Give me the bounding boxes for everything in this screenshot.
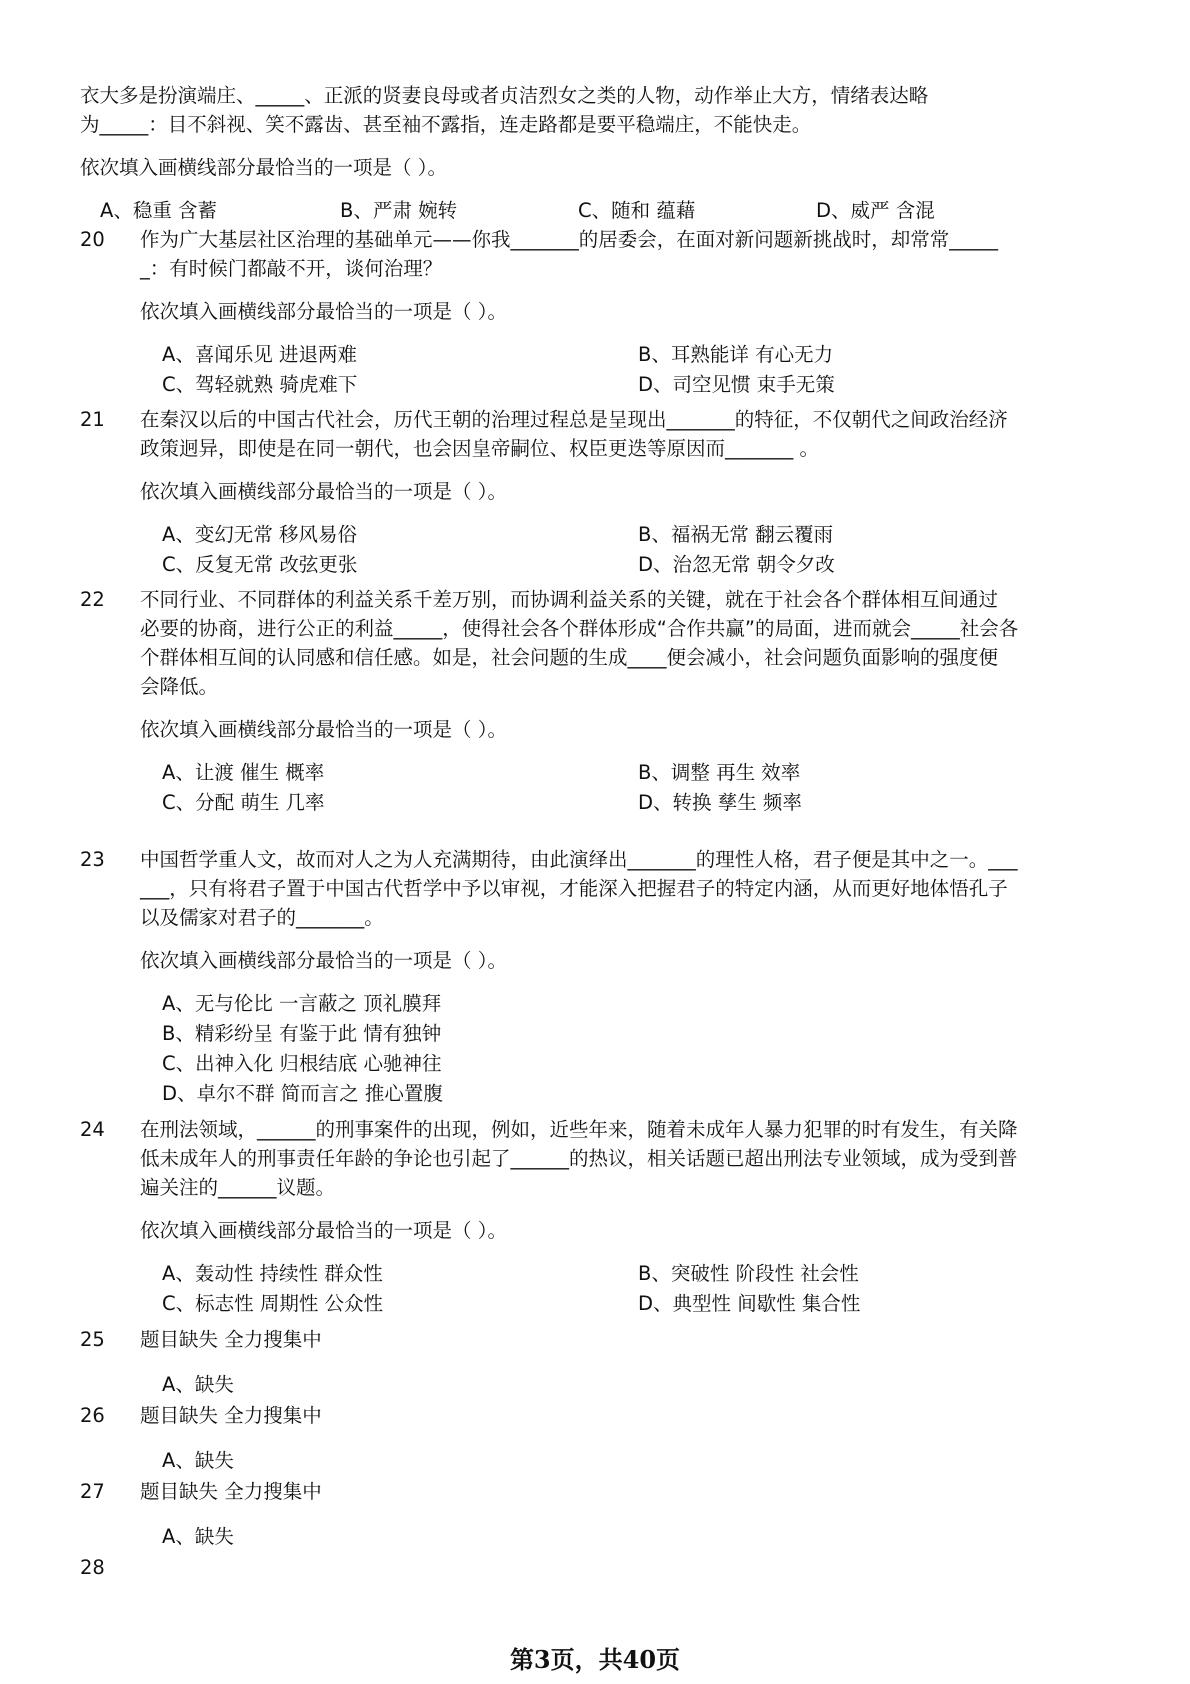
question-text-line: 在秦汉以后的中国古代社会，历代王朝的治理过程总是呈现出_______的特征，不仅朝代之间政治经济	[140, 408, 1008, 431]
question-prompt: 依次填入画横线部分最恰当的一项是（ ）。	[140, 949, 507, 972]
question-number: 23	[80, 848, 105, 871]
question-text-line: 低未成年人的刑事责任年龄的争论也引起了______的热议，相关话题已超出刑法专业领域，成为受到普	[140, 1147, 1018, 1170]
question-prompt: 依次填入画横线部分最恰当的一项是（ ）。	[140, 718, 507, 741]
option-c: C、出神入化 归根结底 心驰神往	[162, 1052, 442, 1075]
option-a: A、缺失	[162, 1373, 234, 1396]
question-text-line: 必要的协商，进行公正的利益_____，使得社会各个群体形成“合作共赢”的局面，进而就会_____社会各	[140, 617, 1019, 640]
option-b: B、突破性 阶段性 社会性	[638, 1262, 859, 1285]
option-b: B、调整 再生 效率	[638, 761, 801, 784]
question-number: 24	[80, 1118, 105, 1141]
question-prompt: 依次填入画横线部分最恰当的一项是（ ）。	[140, 1219, 507, 1242]
option-a: A、让渡 催生 概率	[162, 761, 325, 784]
option-a: A、缺失	[162, 1525, 234, 1548]
option-b: B、福祸无常 翻云覆雨	[638, 523, 834, 546]
intro-line-2: 为_____：目不斜视、笑不露齿、甚至袖不露指，连走路都是要平稳端庄，不能快走。	[80, 113, 812, 136]
question-number: 26	[80, 1404, 105, 1427]
option-d: D、典型性 间歇性 集合性	[638, 1292, 861, 1315]
intro-prompt: 依次填入画横线部分最恰当的一项是（ ）。	[80, 156, 447, 179]
option-d: D、卓尔不群 简而言之 推心置腹	[162, 1082, 443, 1105]
question-number: 20	[80, 228, 105, 251]
question-text-line: 题目缺失 全力搜集中	[140, 1480, 322, 1503]
option-a: A、缺失	[162, 1449, 234, 1472]
question-text-line: _：有时候门都敲不开，谈何治理？	[140, 257, 443, 280]
question-number: 21	[80, 408, 105, 431]
question-text-line: 遍关注的______议题。	[140, 1176, 336, 1199]
option-c: C、反复无常 改弦更张	[162, 553, 358, 576]
option-d: D、司空见惯 束手无策	[638, 373, 835, 396]
question-prompt: 依次填入画横线部分最恰当的一项是（ ）。	[140, 300, 507, 323]
option-b: B、精彩纷呈 有鉴于此 情有独钟	[162, 1022, 442, 1045]
question-text-line: ___，只有将君子置于中国古代哲学中予以审视，才能深入把握君子的特定内涵，从而更好地体悟孔子	[140, 877, 1008, 900]
question-text-line: 不同行业、不同群体的利益关系千差万别，而协调利益关系的关键，就在于社会各个群体相互间通过	[140, 588, 999, 611]
option-c: C、分配 萌生 几率	[162, 791, 325, 814]
option-a: A、变幻无常 移风易俗	[162, 523, 358, 546]
question-number: 27	[80, 1480, 105, 1503]
intro-option-b: B、严肃 婉转	[340, 199, 458, 222]
option-c: C、标志性 周期性 公众性	[162, 1292, 384, 1315]
question-number: 22	[80, 588, 105, 611]
option-b: B、耳熟能详 有心无力	[638, 343, 834, 366]
question-text-line: 题目缺失 全力搜集中	[140, 1328, 322, 1351]
question-text-line: 会降低。	[140, 675, 219, 698]
option-d: D、转换 孳生 频率	[638, 791, 802, 814]
page-number-footer: 第3页，共40页	[509, 1645, 681, 1674]
question-text-line: 题目缺失 全力搜集中	[140, 1404, 322, 1427]
option-d: D、治忽无常 朝令夕改	[638, 553, 835, 576]
intro-line-1: 衣大多是扮演端庄、_____、正派的贤妻良母或者贞洁烈女之类的人物，动作举止大方，情绪表达略	[80, 84, 929, 107]
intro-option-d: D、威严 含混	[816, 199, 935, 222]
question-text-line: 政策迥异，即使是在同一朝代，也会因皇帝嗣位、权臣更迭等原因而_______ 。	[140, 437, 819, 460]
option-c: C、驾轻就熟 骑虎难下	[162, 373, 358, 396]
question-text-line: 个群体相互间的认同感和信任感。如是，社会问题的生成____便会减小，社会问题负面影响的强度便	[140, 646, 999, 669]
option-a: A、轰动性 持续性 群众性	[162, 1262, 383, 1285]
intro-option-c: C、随和 蕴藉	[578, 199, 696, 222]
question-prompt: 依次填入画横线部分最恰当的一项是（ ）。	[140, 480, 507, 503]
option-a: A、无与伦比 一言蔽之 顶礼膜拜	[162, 992, 442, 1015]
question-number: 25	[80, 1328, 105, 1351]
question-text-line: 中国哲学重人文，故而对人之为人充满期待，由此演绎出_______的理性人格，君子便是其中之一。___	[140, 848, 1018, 871]
intro-option-a: A、稳重 含蓄	[100, 199, 218, 222]
question-text-line: 在刑法领域，______的刑事案件的出现，例如，近些年来，随着未成年人暴力犯罪的时有发生，有关降	[140, 1118, 1018, 1141]
option-a: A、喜闻乐见 进退两难	[162, 343, 358, 366]
question-text-line: 作为广大基层社区治理的基础单元——你我_______的居委会，在面对新问题新挑战时，却常常_____	[140, 228, 999, 251]
question-text-line: 以及儒家对君子的_______。	[140, 906, 384, 929]
question-number: 28	[80, 1556, 105, 1579]
